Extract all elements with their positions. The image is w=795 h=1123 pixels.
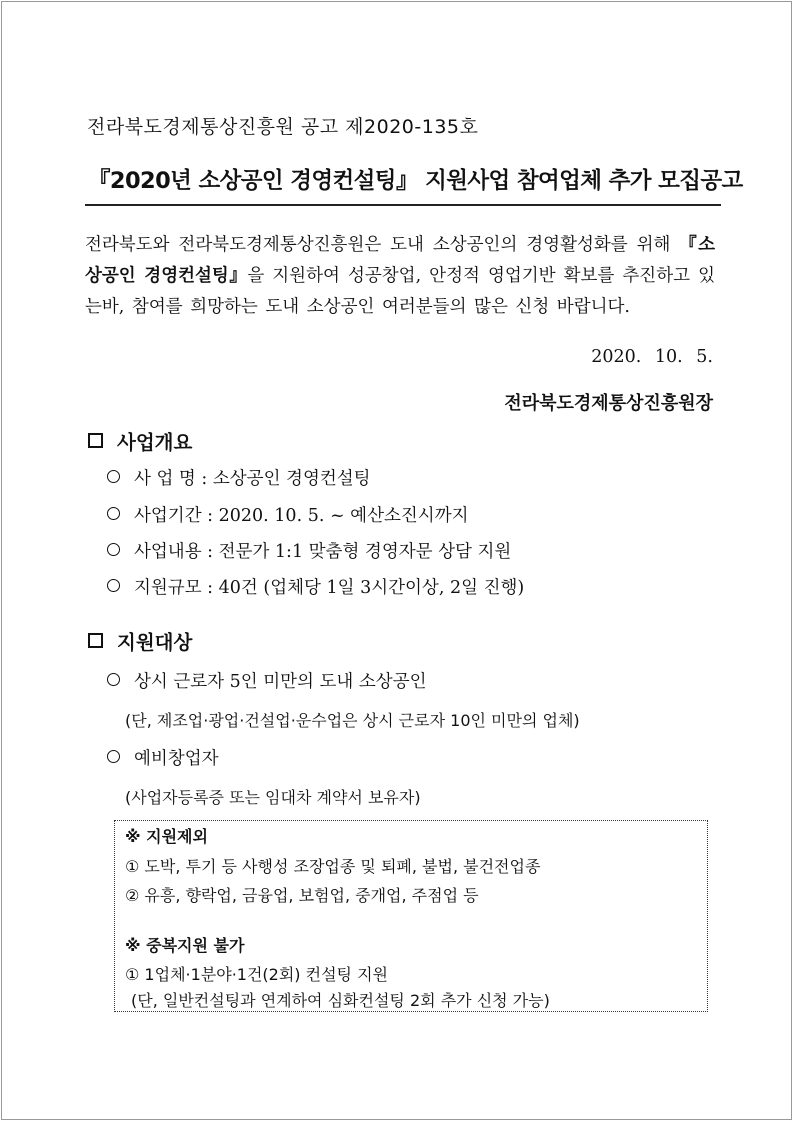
overview-item — [107, 574, 524, 599]
circle-bullet-icon — [107, 579, 120, 592]
duplicate-heading: ※ 중복지원 불가 — [125, 936, 245, 955]
eligibility-item-text: 예비창업자 — [134, 749, 219, 769]
circle-bullet-icon — [107, 750, 120, 763]
intro-highlight: 『소상공인 경영컨설팅』 — [85, 235, 715, 286]
title-divider — [85, 204, 721, 206]
issuer: 전라북도경제통상진흥원장 — [504, 393, 713, 414]
section-heading-eligibility — [88, 627, 192, 655]
circle-bullet-icon — [107, 543, 120, 556]
duplicate-note: (단, 일반컨설팅과 연계하여 심화컨설팅 2회 추가 신청 가능) — [131, 991, 550, 1010]
section-heading-overview — [88, 427, 192, 455]
notes-box — [114, 820, 708, 1012]
eligibility-note: (사업자등록증 또는 임대차 계약서 보유자) — [125, 788, 421, 807]
section-heading-label: 지원대상 — [117, 631, 193, 654]
square-bullet-icon — [88, 633, 103, 648]
circle-bullet-icon — [107, 673, 120, 686]
overview-item-text: 사업기간 : 2020. 10. 5. ~ 예산소진시까지 — [134, 506, 469, 526]
overview-item-text: 지원규모 : 40건 (업체당 1일 3시간이상, 2일 진행) — [134, 578, 525, 598]
exclusion-item: ② 유흥, 향락업, 금융업, 보험업, 중개업, 주점업 등 — [125, 886, 479, 905]
overview-item-text: 사 업 명 : 소상공인 경영컨설팅 — [134, 469, 371, 489]
intro-text-after: 을 지원하여 성공창업, 안정적 영업기반 확보를 추진하고 있는바, 참여를 희망하는 도내 소상공인 여러분들의 많은 신청 바랍니다. — [85, 266, 715, 317]
circle-bullet-icon — [107, 470, 120, 483]
notice-date: 2020. 10. 5. — [591, 347, 713, 367]
overview-item — [107, 538, 511, 563]
page-title: 『2020년 소상공인 경영컨설팅』 지원사업 참여업체 추가 모집공고 — [88, 168, 743, 194]
intro-paragraph — [85, 230, 715, 323]
overview-item — [107, 502, 469, 527]
eligibility-item — [107, 668, 427, 693]
duplicate-item: ① 1업체·1분야·1건(2회) 컨설팅 지원 — [125, 965, 388, 984]
circle-bullet-icon — [107, 507, 120, 520]
eligibility-note: (단, 제조업·광업·건설업·운수업은 상시 근로자 10인 미만의 업체) — [125, 711, 580, 730]
overview-item — [107, 465, 371, 490]
square-bullet-icon — [88, 433, 103, 448]
overview-item-text: 사업내용 : 전문가 1:1 맞춤형 경영자문 상담 지원 — [134, 542, 512, 562]
intro-text-before: 전라북도와 전라북도경제통상진흥원은 도내 소상공인의 경영활성화를 위해 — [85, 235, 680, 255]
exclusion-heading: ※ 지원제외 — [125, 827, 208, 846]
notice-number: 전라북도경제통상진흥원 공고 제2020-135호 — [87, 116, 479, 138]
eligibility-item — [107, 745, 219, 770]
eligibility-item-text: 상시 근로자 5인 미만의 도내 소상공인 — [134, 672, 427, 692]
section-heading-label: 사업개요 — [117, 431, 193, 454]
exclusion-item: ① 도박, 투기 등 사행성 조장업종 및 퇴폐, 불법, 불건전업종 — [125, 857, 541, 876]
